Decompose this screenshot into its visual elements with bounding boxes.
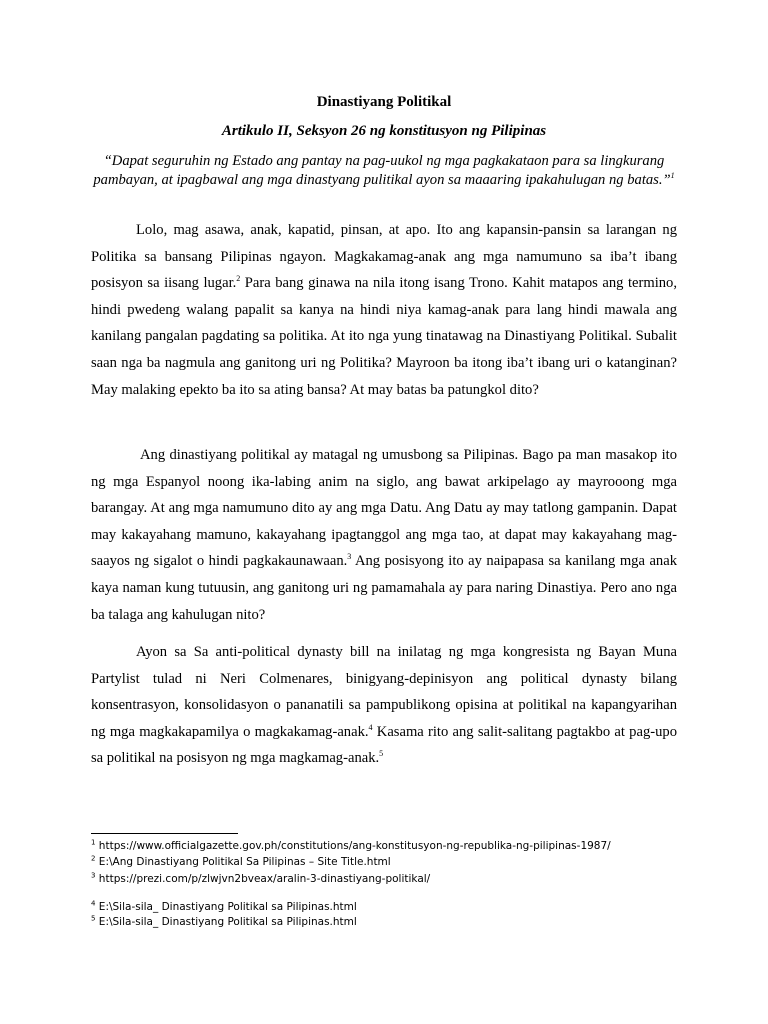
paragraph-text: Ang posisyong ito ay naipapasa sa kanilang mga anak kaya naman kung tutuusin, ang ganitong uri ng pamamahala ay para naring Dinastiya. Pero ano nga ba talaga ang kahulugan nito? (91, 553, 677, 623)
footnote-ref: 4 (368, 722, 373, 732)
footnote-ref: 5 (379, 749, 384, 759)
footnote (91, 914, 357, 930)
paragraph-text: Ayon sa Sa anti-political dynasty bill na inilatag ng mga kongresista ng Bayan Muna Partylist tulad ni Neri Colmenares, binigyang-depinisyon ang political dynasty bilang konsentrasyon, konsolidasyon o pananatili sa pampublikong opisina at politikal na kapangyarihan ng mga magkakapamilya o magkakamag-anak. (91, 644, 677, 740)
body-paragraph (91, 217, 677, 403)
paragraph-text: Para bang ginawa na nila itong isang Trono. Kahit matapos ang termino, hindi pwedeng walang papalit sa kanya na hindi niya kamag-anak para lang hindi mawala ang kanilang pangalan pagdating sa politika. At ito nga yung tinatawag na Dinastiyang Politikal. Subalit saan nga ba nagmula ang ganitong uri ng Politika? Mayroon ba itong iba’t ibang uri o katanginan? May malaking epekto ba ito sa ating bansa? At may batas ba patungkol dito? (91, 275, 677, 398)
footnote-ref: 3 (347, 552, 352, 562)
paragraph-text: Kasama rito ang salit-salitang pagtakbo at pag-upo sa politikal na posisyon ng mga magkamag-anak. (91, 723, 677, 767)
footnote (91, 871, 430, 887)
footnote-text: E:\Sila-sila_ Dinastiyang Politikal sa Pilipinas.html (95, 901, 357, 913)
quote-text: “Dapat seguruhin ng Estado ang pantay na pag-uukol ng mga pagkakataon para sa lingkurang pambayan, at ipagbawal ang mga dinastyang pulitikal ayon sa maaaring ipakahulugan ng batas.” (93, 153, 671, 188)
footnote-separator (91, 833, 238, 834)
footnote-number: 1 (91, 838, 96, 847)
body-paragraph (91, 639, 677, 772)
footnote-text: https://www.officialgazette.gov.ph/constitutions/ang-konstitusyon-ng-republika-ng-pilipinas-1987/ (95, 840, 611, 852)
footnote-ref: 2 (236, 274, 241, 284)
body-paragraph (91, 442, 677, 628)
footnote (91, 838, 611, 854)
footnote-number: 2 (91, 854, 96, 863)
footnote-text: E:\Sila-sila_ Dinastiyang Politikal sa Pilipinas.html (95, 916, 357, 928)
constitution-quote (92, 152, 676, 189)
footnote (91, 899, 357, 915)
footnote (91, 854, 391, 870)
paragraph-text: Lolo, mag asawa, anak, kapatid, pinsan, at apo. Ito ang kapansin-pansin sa larangan ng Politika sa bansang Pilipinas ngayon. Magkakamag-anak ang mga namumuno sa iba’t ibang posisyon sa iisang lugar. (91, 222, 677, 292)
footnote-text: E:\Ang Dinastiyang Politikal Sa Pilipinas – Site Title.html (95, 856, 391, 868)
document-title: Dinastiyang Politikal (316, 94, 452, 110)
paragraph-text: Ang dinastiyang politikal ay matagal ng umusbong sa Pilipinas. Bago pa man masakop ito ng mga Espanyol noong ika-labing anim na siglo, ang bawat arkipelago ay mayrooong mga barangay. At ang mga namumuno dito ay ang mga Datu. Ang Datu ay may tatlong gampanin. Dapat may kakayahang mamuno, kakayahang ipagtanggol ang mga tao, at dapat may kakayahang mag-saayos ng sigalot o hindi pagkakaunawaan. (91, 447, 677, 570)
footnote-number: 5 (91, 914, 96, 923)
footnote-number: 3 (91, 871, 96, 880)
footnote-ref: 1 (670, 170, 675, 180)
footnote-text: https://prezi.com/p/zlwjvn2bveax/aralin-3-dinastiyang-politikal/ (95, 873, 431, 885)
footnote-number: 4 (91, 899, 96, 908)
document-subtitle: Artikulo II, Seksyon 26 ng konstitusyon ng Pilipinas (221, 123, 547, 139)
